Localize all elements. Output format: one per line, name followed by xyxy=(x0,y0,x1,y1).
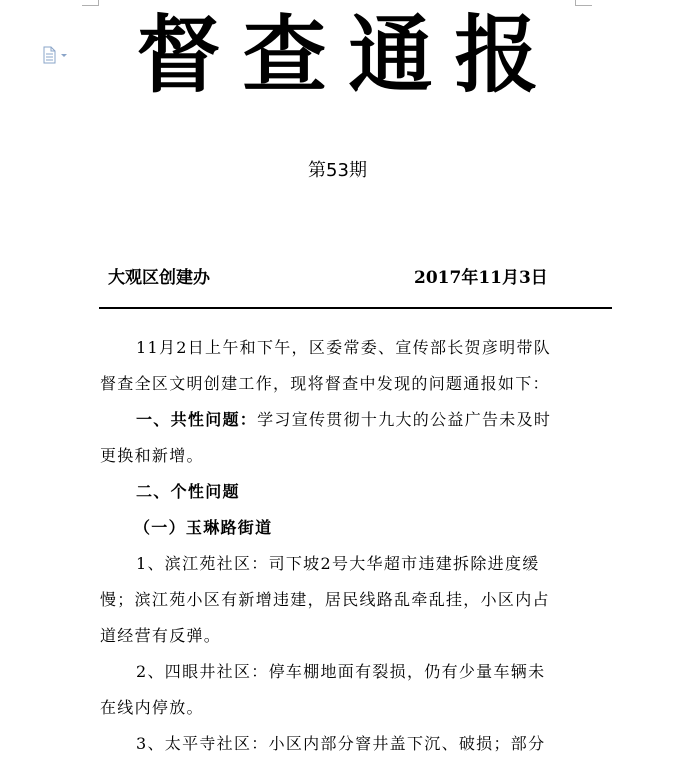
section-1-line-1 xyxy=(100,402,580,438)
crop-mark-left-horizontal xyxy=(82,5,99,6)
issue-date: 2017年11月3日 xyxy=(414,268,548,288)
section-1-text: 学习宣传贯彻十九大的公益广告未及时 xyxy=(257,410,552,429)
item-1-line-3: 道经营有反弹。 xyxy=(100,626,222,645)
item-2-line-1: 2、四眼井社区：停车棚地面有裂损，仍有少量车辆未 xyxy=(136,662,546,681)
document-icon[interactable] xyxy=(41,46,71,64)
item-2-line-2: 在线内停放。 xyxy=(100,698,204,717)
section-1-heading: 一、共性问题： xyxy=(136,410,258,429)
document-icon-graphic xyxy=(41,46,71,64)
issue-number: 第53期 xyxy=(308,160,367,181)
item-1-line-2: 慢；滨江苑小区有新增违建，居民线路乱牵乱挂，小区内占 xyxy=(100,590,550,609)
section-1-line-2: 更换和新增。 xyxy=(100,446,204,465)
subsection-1-heading: （一）玉琳路街道 xyxy=(134,518,273,537)
masthead-title: 督查通报 xyxy=(136,6,561,104)
crop-mark-right-horizontal xyxy=(575,5,592,6)
intro-line-1: 11月2日上午和下午，区委常委、宣传部长贺彦明带队 xyxy=(136,338,552,357)
intro-line-2: 督查全区文明创建工作，现将督查中发现的问题通报如下： xyxy=(100,374,550,393)
item-1-line-1: 1、滨江苑社区：司下坡2号大华超市违建拆除进度缓 xyxy=(136,554,540,573)
issuer-name: 大观区创建办 xyxy=(108,268,210,288)
header-divider xyxy=(99,307,612,309)
document-body xyxy=(100,330,580,762)
section-2-heading: 二、个性问题 xyxy=(136,482,240,501)
item-3-line-1: 3、太平寺社区：小区内部分窨井盖下沉、破损；部分 xyxy=(136,734,546,753)
